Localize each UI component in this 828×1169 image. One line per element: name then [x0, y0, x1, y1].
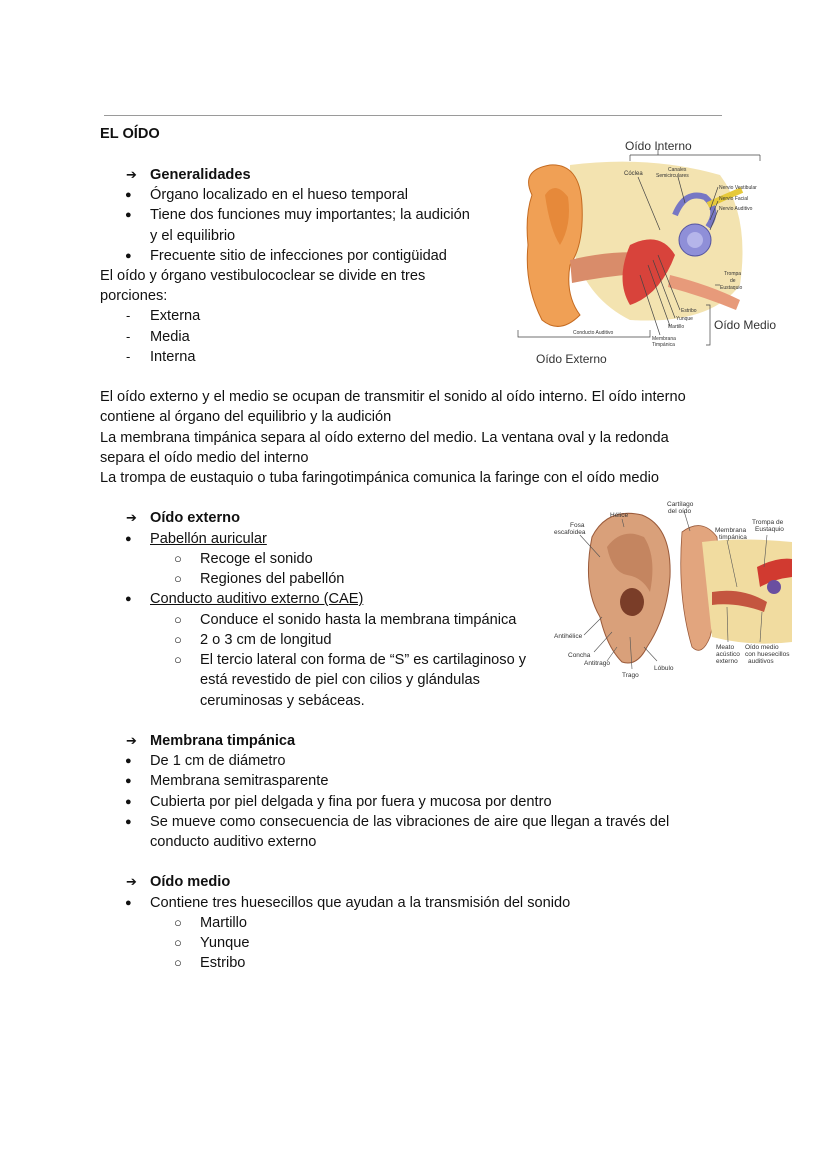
fig1-coclea: Cóclea	[624, 171, 643, 177]
paragraph-line: La trompa de eustaquio o tuba faringotimpánica comunica la faringe con el oído medio	[100, 470, 659, 486]
fig2-helice: Hélice	[610, 512, 629, 519]
list-item: Externa	[150, 308, 201, 324]
fig2-escafoidea: escafoidea	[554, 529, 586, 536]
bullet-icon: ●	[125, 796, 132, 808]
bullet-icon: ●	[125, 250, 132, 262]
fig2-meato: Meato	[716, 644, 735, 651]
arrow-icon: ➔	[126, 510, 137, 525]
dash-icon: -	[126, 329, 131, 344]
paragraph-line: separa el oído medio del interno	[100, 450, 309, 466]
bullet-icon: ●	[125, 897, 132, 909]
auricle-figure	[552, 497, 800, 682]
dash-icon: -	[126, 349, 131, 364]
fig1-eustaquio: Eustaquio	[720, 285, 743, 291]
list-item: Tiene dos funciones muy importantes; la audición	[150, 207, 470, 223]
fig1-nervio-vestibular: Nervio Vestibular	[719, 185, 757, 191]
bullet-icon: ●	[125, 189, 132, 201]
list-item: Frecuente sitio de infecciones por contigüidad	[150, 248, 447, 264]
fig1-semicirculares: Semicirculares	[656, 173, 689, 179]
fig2-membrana: Membrana	[715, 527, 747, 534]
fig2-eustaquio: Eustaquio	[755, 526, 784, 533]
circle-bullet-icon: ○	[174, 612, 182, 627]
bullet-icon: ●	[125, 816, 132, 828]
circle-bullet-icon: ○	[174, 632, 182, 647]
fig1-yunque: Yunque	[676, 316, 693, 322]
header-rule	[104, 115, 722, 116]
list-item: Martillo	[200, 915, 248, 931]
list-item-continued: conducto auditivo externo	[150, 834, 317, 850]
list-item: El tercio lateral con forma de “S” es cartilaginoso y	[200, 652, 527, 668]
bullet-icon: ●	[125, 775, 132, 787]
bullet-icon: ●	[125, 593, 132, 605]
list-item: Contiene tres huesecillos que ayudan a la transmisión del sonido	[150, 895, 571, 911]
fig1-estribo: Estribo	[681, 308, 697, 314]
dash-icon: -	[126, 308, 131, 323]
fig2-trompa-de: Trompa de	[752, 519, 784, 526]
fig2-con-huesecillos: con huesecillos	[745, 651, 790, 658]
list-item: Yunque	[200, 935, 250, 951]
fig1-timpanica: Timpánica	[652, 342, 675, 348]
fig1-oido-medio: Oído Medio	[714, 318, 777, 332]
fig2-timpanica: timpánica	[719, 534, 747, 541]
list-item: Conduce el sonido hasta la membrana timpánica	[200, 612, 517, 628]
fig2-antitrago: Antitrago	[584, 660, 611, 667]
list-item-continued: ceruminosas y sebáceas.	[200, 693, 365, 709]
bullet-icon: ●	[125, 533, 132, 545]
circle-bullet-icon: ○	[174, 935, 182, 950]
fig2-auditivos: auditivos	[748, 658, 774, 665]
arrow-icon: ➔	[126, 167, 137, 182]
fig1-oido-externo: Oído Externo	[536, 352, 607, 366]
fig2-oido-medio: Oído medio	[745, 644, 779, 651]
page-title: EL OÍDO	[100, 126, 160, 142]
paragraph-line: El oído y órgano vestibulococlear se divide en tres	[100, 268, 426, 284]
cae-item: Conducto auditivo externo (CAE)	[150, 591, 364, 607]
list-item: Estribo	[200, 955, 246, 971]
list-item: Cubierta por piel delgada y fina por fuera y mucosa por dentro	[150, 794, 552, 810]
list-item-continued: está revestido de piel con cilios y glándulas	[200, 672, 480, 688]
fig2-del-oido: del oído	[668, 508, 692, 515]
circle-bullet-icon: ○	[174, 955, 182, 970]
paragraph-line: El oído externo y el medio se ocupan de transmitir el sonido al oído interno. El oído interno	[100, 389, 686, 405]
fig2-antihelice: Antihélice	[554, 633, 583, 640]
fig2-acustico: acústico	[716, 651, 740, 658]
list-item: 2 o 3 cm de longitud	[200, 632, 332, 648]
ear-anatomy-figure	[510, 135, 792, 370]
list-item-continued: y el equilibrio	[150, 228, 236, 244]
fig1-nervio-auditivo: Nervio Auditivo	[719, 206, 753, 212]
circle-bullet-icon: ○	[174, 551, 182, 566]
fig1-canales: Canales	[668, 167, 687, 173]
list-item: Se mueve como consecuencia de las vibraciones de aire que llegan a través del	[150, 814, 670, 830]
list-item: De 1 cm de diámetro	[150, 753, 286, 769]
pabellon-item: Pabellón auricular	[150, 531, 267, 547]
fig1-conducto: Conducto Auditivo	[573, 330, 614, 336]
membrana-heading: Membrana timpánica	[150, 733, 296, 749]
fig2-lobulo: Lóbulo	[654, 665, 674, 672]
bullet-icon: ●	[125, 755, 132, 767]
paragraph-line: La membrana timpánica separa al oído externo del medio. La ventana oval y la redonda	[100, 430, 669, 446]
arrow-icon: ➔	[126, 874, 137, 889]
circle-bullet-icon: ○	[174, 571, 182, 586]
arrow-icon: ➔	[126, 733, 137, 748]
fig2-cartilago: Cartílago	[667, 501, 694, 508]
fig2-concha: Concha	[568, 652, 591, 659]
fig1-oido-interno: Oído Interno	[625, 139, 692, 153]
circle-bullet-icon: ○	[174, 915, 182, 930]
list-item: Órgano localizado en el hueso temporal	[150, 187, 408, 203]
fig1-trompa: Trompa	[724, 271, 742, 277]
list-item: Interna	[150, 349, 196, 365]
medio-heading: Oído medio	[150, 874, 231, 890]
list-item: Recoge el sonido	[200, 551, 313, 567]
fig1-membrana: Membrana	[652, 336, 676, 342]
fig1-de: de	[730, 278, 736, 284]
externo-heading: Oído externo	[150, 510, 241, 526]
fig1-nervio-facial: Nervio Facial	[719, 196, 749, 202]
paragraph-line: porciones:	[100, 288, 168, 304]
fig2-externo: externo	[716, 658, 738, 665]
list-item: Membrana semitrasparente	[150, 773, 329, 789]
fig2-trago: Trago	[622, 672, 639, 679]
list-item: Regiones del pabellón	[200, 571, 345, 587]
circle-bullet-icon: ○	[174, 652, 182, 667]
fig1-martillo: Martillo	[668, 324, 685, 330]
fig2-fosa: Fosa	[570, 522, 585, 529]
bullet-icon: ●	[125, 209, 132, 221]
paragraph-line: contiene al órgano del equilibrio y la audición	[100, 409, 392, 425]
list-item: Media	[150, 329, 190, 345]
generalidades-heading: Generalidades	[150, 167, 251, 183]
